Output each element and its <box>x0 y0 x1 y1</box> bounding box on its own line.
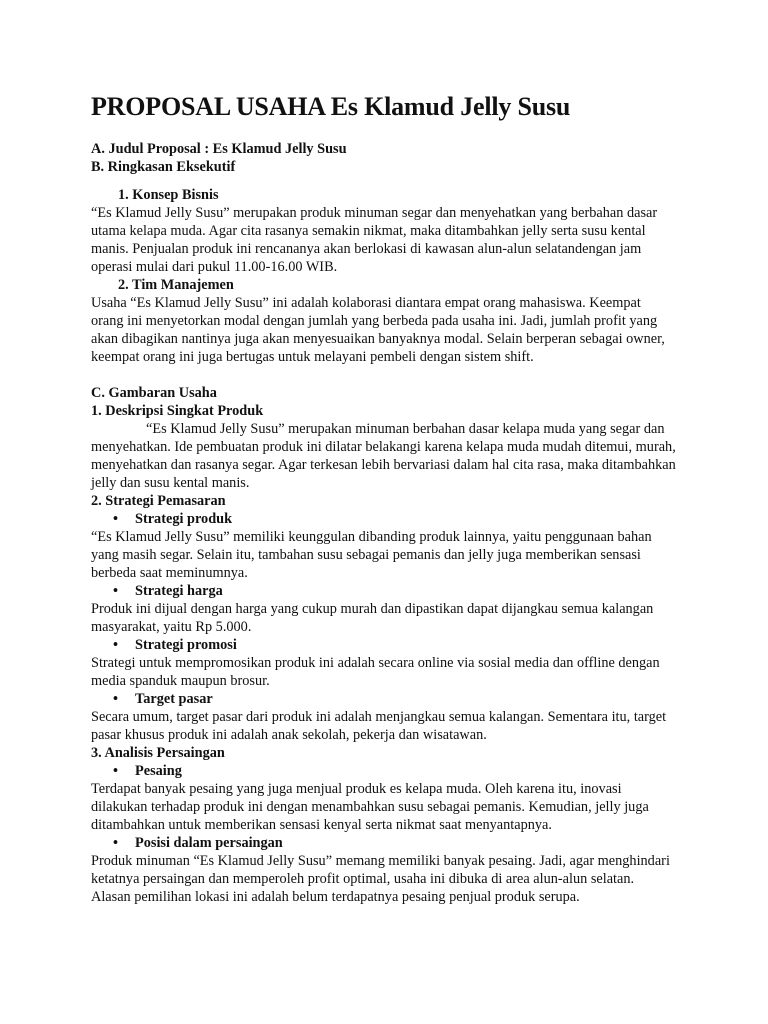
tim-manajemen-text: Usaha “Es Klamud Jelly Susu” ini adalah kolaborasi diantara empat orang mahasiswa. Keempat orang ini menyetorkan modal dengan jumlah yang berbeda pada usaha ini. Jadi, jumlah profit yang akan dibagikan nantinya juga akan menyesuaikan banyaknya modal. Selain berperan sebagai owner, keempat orang ini juga bertugas untuk melayani pembeli dengan sistem shift. <box>91 295 665 365</box>
bullet-title: Strategi produk <box>135 511 233 527</box>
bullet-dot-icon: • <box>113 511 119 527</box>
bullet-dot-icon: • <box>113 583 119 599</box>
tim-manajemen-heading: 2. Tim Manajemen <box>118 277 234 293</box>
bullet-title: Pesaing <box>135 763 182 779</box>
strategi-harga-text: Produk ini dijual dengan harga yang cukup murah dan dipastikan dapat dijangkau semua kalangan masyarakat, yaitu Rp 5.000. <box>91 601 654 635</box>
bullet-title: Strategi harga <box>135 583 223 599</box>
bullet-title: Posisi dalam persaingan <box>135 835 283 851</box>
target-pasar-text: Secara umum, target pasar dari produk ini adalah menjangkau semua kalangan. Sementara itu, target pasar khusus produk ini adalah anak sekolah, pekerja dan wisatawan. <box>91 709 667 743</box>
pesaing-text: Terdapat banyak pesaing yang juga menjual produk es kelapa muda. Oleh karena itu, inovasi dilakukan terhadap produk ini dengan menambahkan susu sebagai pemanis. Kemudian, jelly juga ditambahkan untuk memberikan sensasi kenyal serta nikmat saat menyantapnya. <box>91 781 649 833</box>
page-title: PROPOSAL USAHA Es Klamud Jelly Susu <box>91 92 571 121</box>
bullet-strategi-harga <box>91 582 676 600</box>
strategi-promosi-text: Strategi untuk mempromosikan produk ini adalah secara online via sosial media dan offline dengan media spanduk maupun brosur. <box>91 655 660 689</box>
deskripsi-produk-text: “Es Klamud Jelly Susu” merupakan minuman berbahan dasar kelapa muda yang segar dan menyehatkan. Ide pembuatan produk ini dilatar belakangi karena kelapa muda mudah ditemui, murah, menyehatkan dan rasanya segar. Agar terkesan lebih bervariasi dalam hal cita rasa, maka ditambahkan jelly dan susu kental manis. <box>91 421 676 491</box>
bullet-dot-icon: • <box>113 763 119 779</box>
bullet-strategi-produk <box>91 510 676 528</box>
bullet-dot-icon: • <box>113 691 119 707</box>
section-a-heading: A. Judul Proposal : Es Klamud Jelly Susu <box>91 141 347 157</box>
deskripsi-produk-heading: 1. Deskripsi Singkat Produk <box>91 403 264 419</box>
posisi-persaingan-text: Produk minuman “Es Klamud Jelly Susu” memang memiliki banyak pesaing. Jadi, agar menghindari ketatnya persaingan dan memperoleh profit optimal, usaha ini dibuka di area alun-alun selatan. Alasan pemilihan lokasi ini adalah belum terdapatnya pesaing penjual produk serupa. <box>91 853 670 905</box>
bullet-strategi-promosi <box>91 636 676 654</box>
konsep-bisnis-text: “Es Klamud Jelly Susu” merupakan produk minuman segar dan menyehatkan yang berbahan dasar utama kelapa muda. Agar cita rasanya semakin nikmat, maka ditambahkan jelly serta susu kental manis. Penjualan produk ini rencananya akan berlokasi di kawasan alun-alun selatandengan jam operasi mulai dari pukul 11.00-16.00 WIB. <box>91 205 658 275</box>
strategi-produk-text: “Es Klamud Jelly Susu” memiliki keunggulan dibanding produk lainnya, yaitu penggunaan bahan yang masih segar. Selain itu, tambahan susu sebagai pemanis dan jelly juga memberikan sensasi berbeda saat meminumnya. <box>91 529 652 581</box>
bullet-dot-icon: • <box>113 637 119 653</box>
bullet-title: Target pasar <box>135 691 213 707</box>
section-c-heading: C. Gambaran Usaha <box>91 385 217 401</box>
bullet-posisi-persaingan <box>91 834 676 852</box>
analisis-persaingan-heading: 3. Analisis Persaingan <box>91 745 225 761</box>
section-b-heading: B. Ringkasan Eksekutif <box>91 159 236 175</box>
strategi-pemasaran-heading: 2. Strategi Pemasaran <box>91 493 226 509</box>
bullet-dot-icon: • <box>113 835 119 851</box>
bullet-target-pasar <box>91 690 676 708</box>
konsep-bisnis-heading: 1. Konsep Bisnis <box>118 187 219 203</box>
bullet-pesaing <box>91 762 676 780</box>
bullet-title: Strategi promosi <box>135 637 237 653</box>
